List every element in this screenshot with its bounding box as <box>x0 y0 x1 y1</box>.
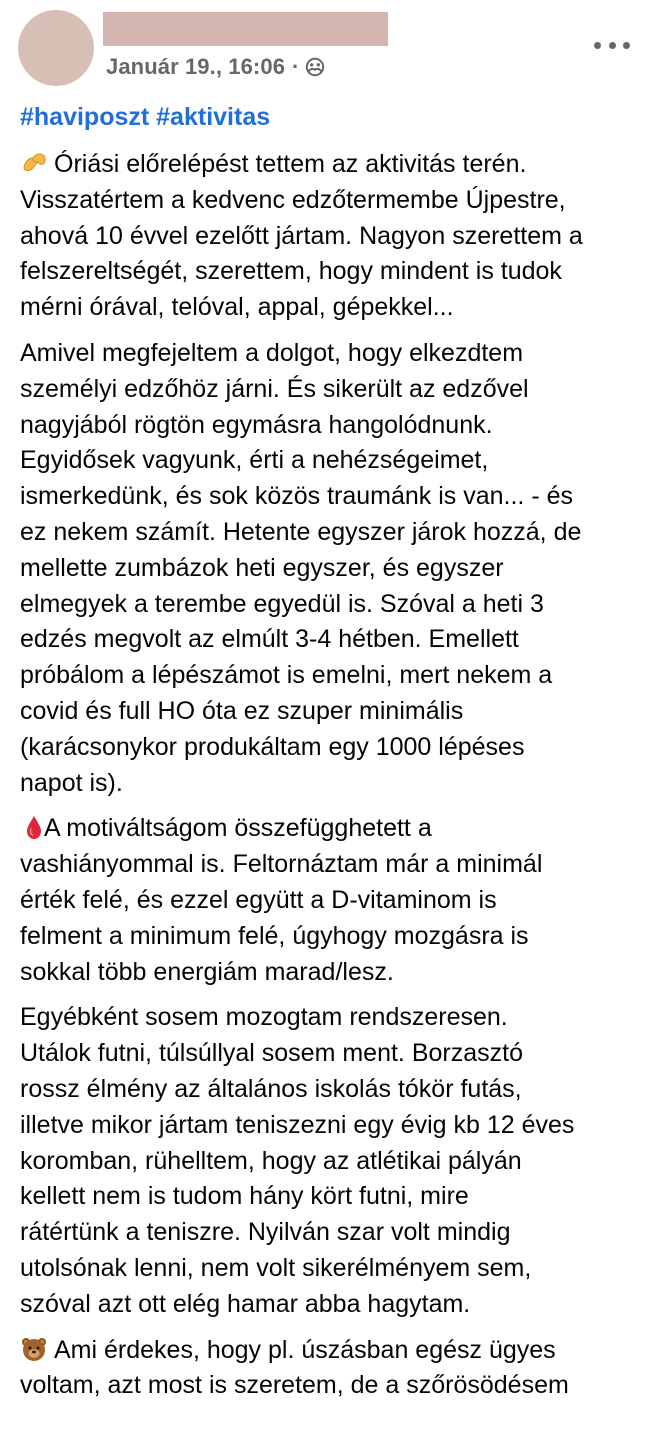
paragraph-line: Utálok futni, túlsúllyal sosem ment. Borzasztó <box>20 1039 523 1068</box>
paragraph-line: Ami érdekes, hogy pl. úszásban egész ügyes <box>54 1335 556 1364</box>
paragraph-line: voltam, azt most is szeretem, de a szőrösödésem <box>20 1371 569 1400</box>
bear-face-icon <box>20 1335 48 1363</box>
paragraph-line: covid és full HO óta ez szuper minimális <box>20 696 464 725</box>
post-body <box>20 100 650 1404</box>
friends-audience-icon[interactable] <box>305 57 325 77</box>
hashtag-haviposzt[interactable]: #haviposzt <box>20 103 150 131</box>
paragraph-line: mellette zumbázok heti egyszer, és egyszer <box>20 553 504 582</box>
paragraph-line: Visszatértem a kedvenc edzőtermembe Újpestre, <box>20 185 566 214</box>
drop-of-blood-icon <box>20 813 42 841</box>
text-line <box>20 811 650 847</box>
hashtag-line <box>20 100 650 136</box>
paragraph-line: felment a minimum felé, úgyhogy mozgásra is <box>20 921 529 950</box>
paragraph-line: kellett nem is tudom hány kört futni, mire <box>20 1182 469 1211</box>
post-meta <box>106 52 325 82</box>
paragraph-line: mérni órával, telóval, appal, gépekkel... <box>20 293 454 322</box>
paragraph-line: utolsónak lenni, nem volt sikerélményem sem, <box>20 1253 532 1282</box>
paragraph-line: szóval azt ott elég hamar abba hagytam. <box>20 1289 471 1318</box>
paragraph-line: Amivel megfejeltem a dolgot, hogy elkezdtem <box>20 338 524 367</box>
post-paragraph <box>20 1333 650 1405</box>
post-timestamp[interactable]: Január 19., 16:06 <box>106 54 286 79</box>
flexed-biceps-icon <box>20 149 48 177</box>
paragraph-line: ahová 10 évvel ezelőtt jártam. Nagyon szerettem a <box>20 221 583 250</box>
more-dot <box>623 42 630 49</box>
paragraph-line: nagyjából rögtön egymásra hangolódnunk. <box>20 410 493 439</box>
paragraph-line: Óriási előrelépést tettem az aktivitás terén. <box>54 150 527 178</box>
paragraph-line: sokkal több energiám marad/lesz. <box>20 957 394 986</box>
paragraph-line: A motiváltságom összefügghetett a <box>44 814 432 843</box>
paragraph-line: Egyébként sosem mozogtam rendszeresen. <box>20 1003 508 1032</box>
paragraph-line: próbálom a lépészámot is emelni, mert nekem a <box>20 661 553 690</box>
paragraph-line: rátértünk a teniszre. Nyilván szar volt mindig <box>20 1218 511 1247</box>
more-dot <box>594 42 601 49</box>
hashtag-aktivitas[interactable]: #aktivitas <box>156 103 271 131</box>
paragraph-line: ismerkedünk, és sok közös traumánk is van... - és <box>20 482 573 511</box>
redacted-author-name[interactable] <box>103 12 388 46</box>
post-header <box>0 0 665 100</box>
post-paragraph <box>20 1000 650 1322</box>
paragraph-line: személyi edzőhöz járni. És sikerült az edzővel <box>20 374 529 403</box>
post-paragraph <box>20 811 650 990</box>
paragraph-line: ez nekem számít. Hetente egyszer járok hozzá, de <box>20 517 582 546</box>
avatar[interactable] <box>18 10 94 86</box>
paragraph-line: koromban, rühelltem, hogy az atlétikai pályán <box>20 1146 522 1175</box>
text-line <box>20 1333 650 1369</box>
paragraph-line: rossz élmény az általános iskolás tókör futás, <box>20 1074 522 1103</box>
paragraph-line: (karácsonykor produkáltam egy 1000 lépéses <box>20 732 525 761</box>
paragraph-line: napot is). <box>20 768 123 797</box>
paragraph-line: érték felé, és ezzel együtt a D-vitaminom is <box>20 885 497 914</box>
post-paragraph <box>20 147 650 326</box>
more-dot <box>609 42 616 49</box>
paragraph-line: felszereltségét, szerettem, hogy mindent is tudok <box>20 257 562 286</box>
paragraph-line: edzés megvolt az elmúlt 3-4 hétben. Emellett <box>20 625 519 654</box>
paragraph-line: vashiányommal is. Feltornáztam már a minimál <box>20 850 543 879</box>
paragraph-line: elmegyek a terembe egyedül is. Szóval a heti 3 <box>20 589 544 618</box>
meta-separator: · <box>292 54 300 79</box>
more-options-icon[interactable] <box>594 36 630 54</box>
post-paragraph <box>20 336 650 801</box>
paragraph-line: Egyidősek vagyunk, érti a nehézségeimet, <box>20 446 489 475</box>
text-line <box>20 147 650 183</box>
paragraph-line: illetve mikor jártam teniszezni egy évig kb 12 éves <box>20 1110 575 1139</box>
